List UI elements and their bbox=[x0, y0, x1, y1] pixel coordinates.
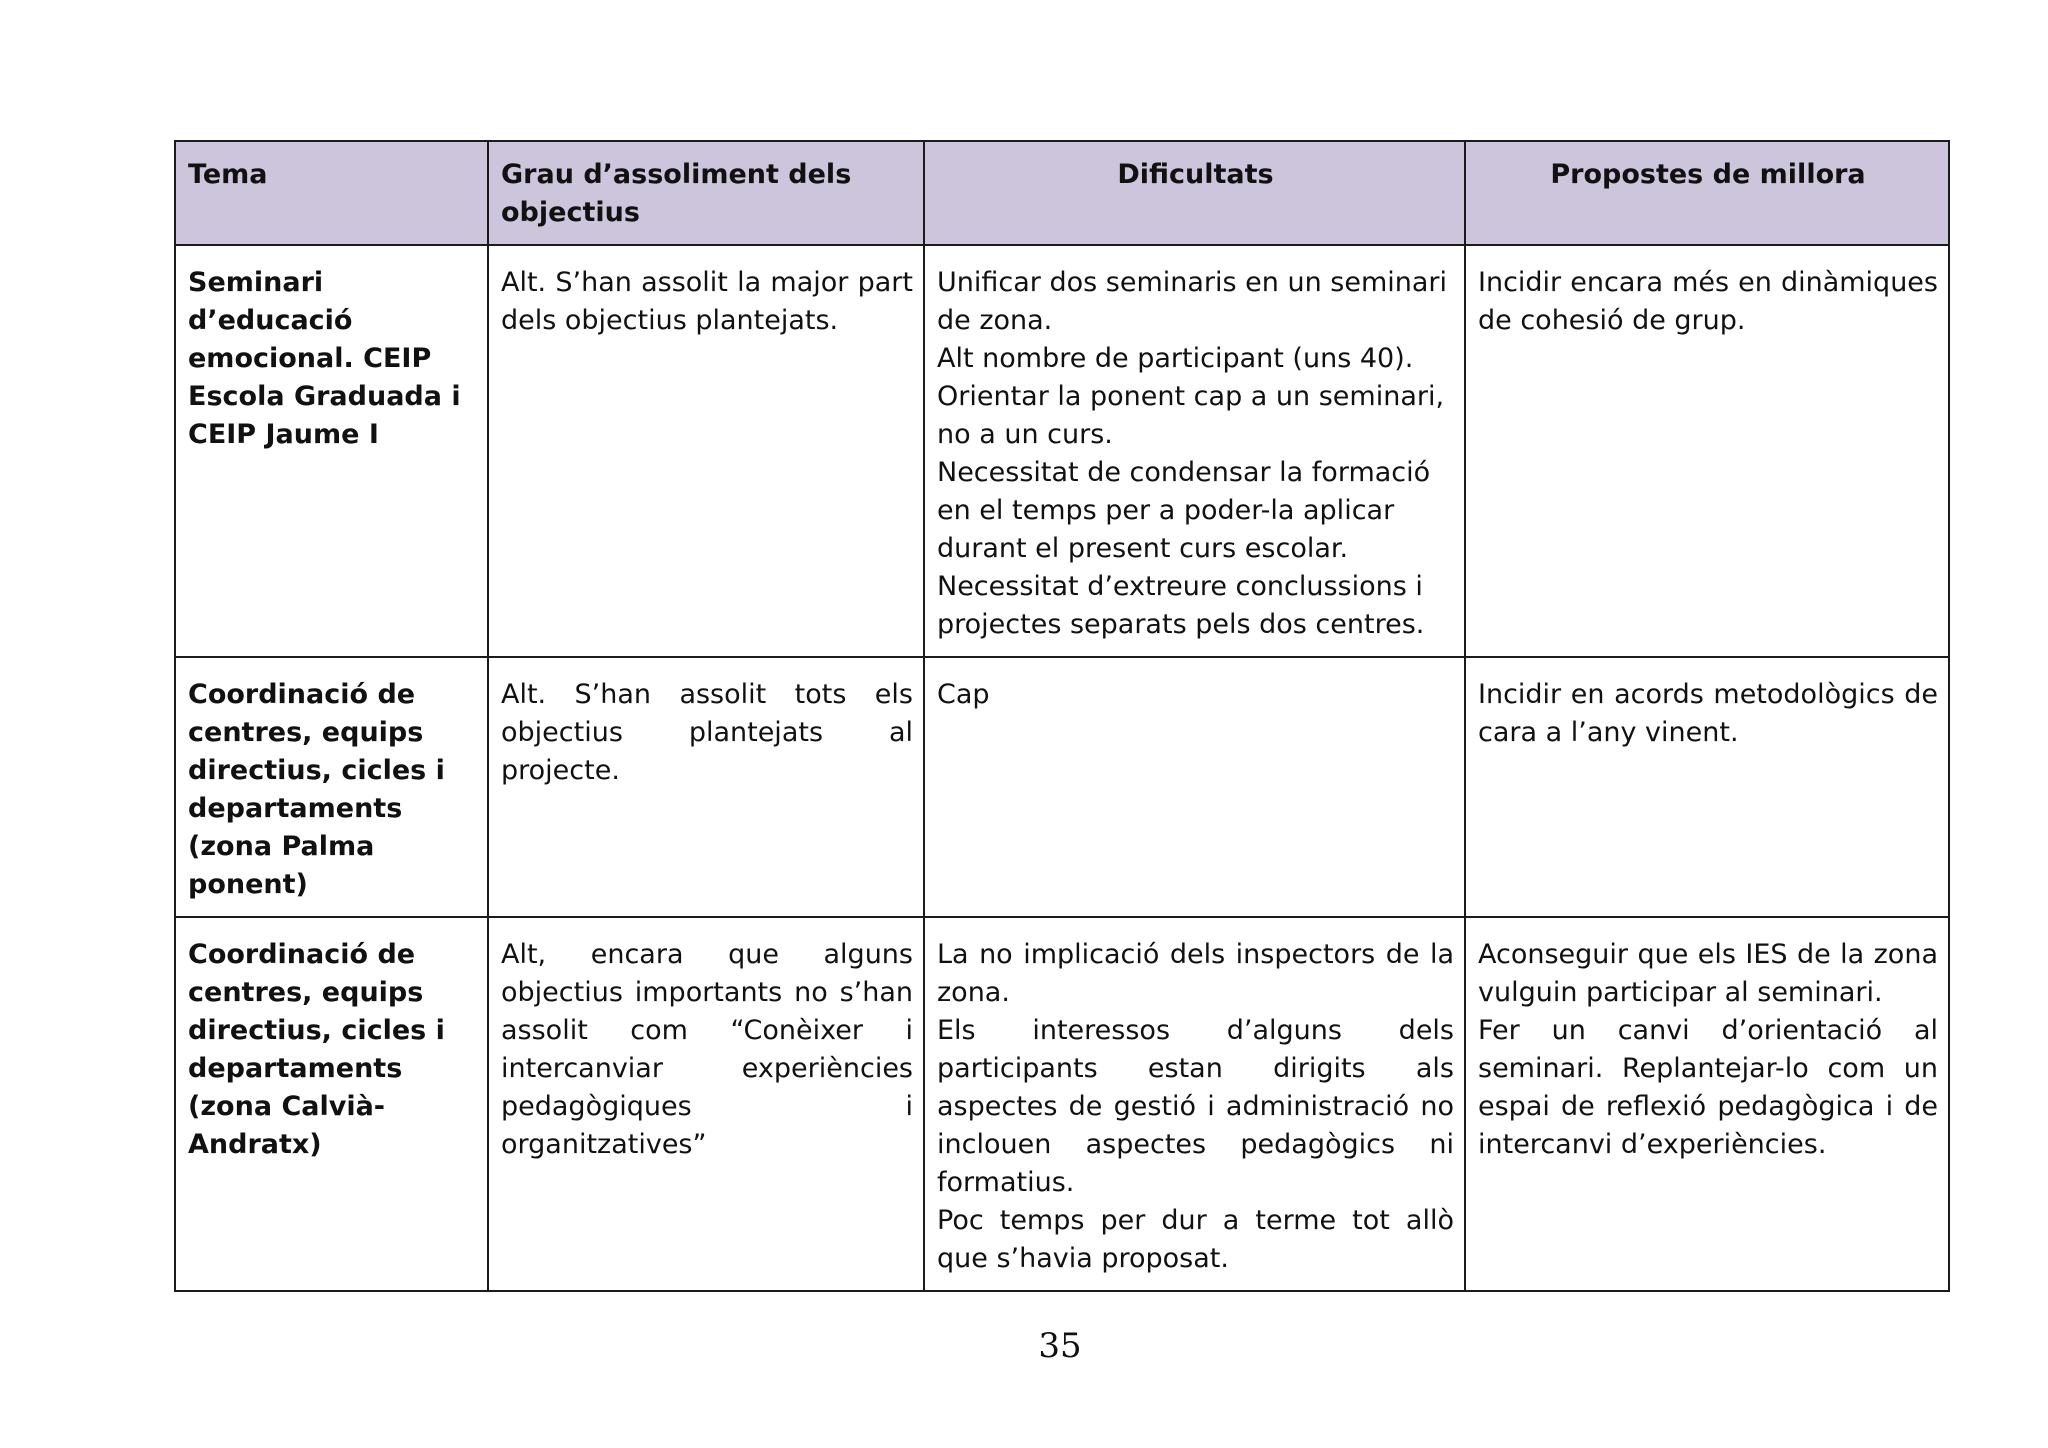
table-row bbox=[175, 245, 1949, 657]
dificultat-item: Alt nombre de participant (uns 40). bbox=[937, 343, 1414, 374]
dificultats-cell bbox=[924, 917, 1465, 1291]
tema-cell: Coordinació de centres, equips directius, cicles i departaments (zona Calvià-Andratx) bbox=[175, 917, 488, 1291]
header-tema: Tema bbox=[175, 141, 488, 245]
dificultat-item: Necessitat d’extreure conclussions i projectes separats pels dos centres. bbox=[937, 571, 1425, 640]
page-number: 35 bbox=[1038, 1326, 1082, 1366]
tema-cell: Seminari d’educació emocional. CEIP Escola Graduada i CEIP Jaume I bbox=[175, 245, 488, 657]
grau-cell: Alt. S’han assolit la major part dels objectius plantejats. bbox=[488, 245, 924, 657]
header-dificultats: Dificultats bbox=[924, 141, 1465, 245]
dificultats-cell bbox=[924, 245, 1465, 657]
propostes-cell bbox=[1465, 657, 1949, 917]
propostes-cell bbox=[1465, 245, 1949, 657]
grau-cell: Alt, encara que alguns objectius importants no s’han assolit com “Conèixer i intercanviar experiències pedagògiques i organitzatives” bbox=[488, 917, 924, 1291]
table-row bbox=[175, 917, 1949, 1291]
table-header-row bbox=[175, 141, 1949, 245]
evaluation-table bbox=[174, 140, 1950, 1292]
proposta-item: Incidir encara més en dinàmiques de cohesió de grup. bbox=[1478, 267, 1938, 336]
proposta-item: Aconseguir que els IES de la zona vulguin participar al seminari. bbox=[1478, 939, 1938, 1008]
dificultat-item: Cap bbox=[937, 679, 990, 710]
dificultat-item: Els interessos d’alguns dels participants estan dirigits als aspectes de gestió i administració no inclouen aspectes pedagògics ni formatius. bbox=[937, 1015, 1454, 1198]
header-grau-assoliment: Grau d’assoliment dels objectius bbox=[488, 141, 924, 245]
table-row bbox=[175, 657, 1949, 917]
header-propostes-millora: Propostes de millora bbox=[1465, 141, 1949, 245]
dificultat-item: Necessitat de condensar la formació en el temps per a poder-la aplicar durant el present curs escolar. bbox=[937, 457, 1431, 564]
proposta-item: Incidir en acords metodològics de cara a l’any vinent. bbox=[1478, 679, 1938, 748]
tema-cell: Coordinació de centres, equips directius, cicles i departaments (zona Palma ponent) bbox=[175, 657, 488, 917]
proposta-item: Fer un canvi d’orientació al seminari. Replantejar-lo com un espai de reflexió pedagògica i de intercanvi d’experiències. bbox=[1478, 1015, 1938, 1160]
dificultat-item: Orientar la ponent cap a un seminari, no a un curs. bbox=[937, 381, 1445, 450]
dificultat-item: Unificar dos seminaris en un seminari de zona. bbox=[937, 267, 1448, 336]
propostes-cell bbox=[1465, 917, 1949, 1291]
grau-cell: Alt. S’han assolit tots els objectius plantejats al projecte. bbox=[488, 657, 924, 917]
dificultat-item: La no implicació dels inspectors de la zona. bbox=[937, 939, 1454, 1008]
dificultats-cell bbox=[924, 657, 1465, 917]
dificultat-item: Poc temps per dur a terme tot allò que s’havia proposat. bbox=[937, 1205, 1454, 1274]
